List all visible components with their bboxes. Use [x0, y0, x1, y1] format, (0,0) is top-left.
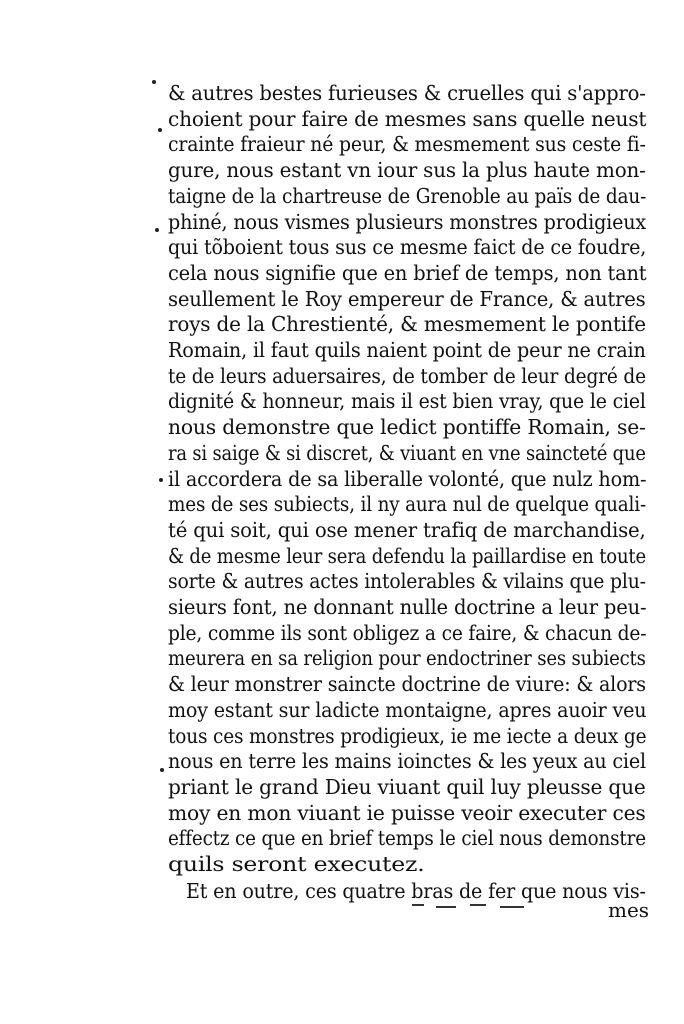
text-line: sorte & autres actes intolerables & vilains que plu- — [168, 569, 646, 594]
text-line: & leur monstrer saincte doctrine de viure: & alors — [168, 672, 646, 697]
margin-mark — [159, 478, 163, 482]
text-line: taigne de la chartreuse de Grenoble au païs de dau- — [168, 183, 647, 208]
text-line: nous en terre les mains ioinctes & les yeux au ciel — [168, 749, 646, 774]
margin-mark — [160, 768, 164, 772]
text-line: nous demonstre que ledict pontiffe Romain, se- — [168, 415, 646, 440]
text-line: Romain, il faut quils naient point de peur ne crain — [168, 338, 646, 362]
margin-mark — [158, 128, 162, 132]
text-line: te de leurs aduersaires, de tomber de leur degré de — [168, 363, 646, 388]
paragraph-first-line: Et en outre, ces quatre bras de fer que nous vis- — [186, 879, 646, 903]
text-line: té qui soit, qui ose mener trafiq de marchandise, — [168, 517, 646, 542]
text-line: qui tõboient tous sus ce mesme faict de ce foudre, — [168, 235, 647, 260]
text-line: & autres bestes furieuses & cruelles qui s'appro- — [168, 81, 646, 105]
text-line: moy en mon viuant ie puisse veoir executer ces — [168, 800, 646, 825]
text-line: il accordera de sa liberalle volonté, que nulz hom- — [168, 466, 647, 491]
text-line: moy estant sur ladicte montaigne, apres auoir veu — [168, 697, 647, 722]
text-line: dignité & honneur, mais il est bien vray, que le ciel — [168, 389, 646, 414]
text-line: crainte fraieur né peur, & mesmement sus ceste fi- — [168, 132, 646, 157]
print-bleed-mark — [412, 904, 424, 906]
text-line: priant le grand Dieu viuant quil luy pleusse que — [168, 774, 646, 799]
text-line: ra si saige & si discret, & viuant en vne saincteté que — [168, 440, 646, 465]
text-line: quils seront executez. — [168, 852, 425, 876]
print-bleed-mark — [470, 904, 486, 906]
print-bleed-mark — [436, 906, 456, 908]
text-line: gure, nous estant vn iour sus la plus haute mon- — [168, 158, 646, 183]
text-line: seullement le Roy empereur de France, & autres — [168, 286, 646, 311]
text-line: tous ces monstres prodigieux, ie me iecte a deux ge — [168, 723, 647, 748]
text-line: & de mesme leur sera defendu la paillardise en toute — [168, 543, 646, 568]
print-bleed-mark — [500, 906, 524, 908]
margin-mark — [152, 80, 156, 84]
text-line: cela nous signifie que en brief de temps, non tant — [168, 260, 647, 285]
text-line: mes de ses subiects, il ny aura nul de quelque quali- — [168, 492, 646, 517]
text-line: sieurs font, ne donnant nulle doctrine a leur peu- — [168, 595, 647, 619]
catchword: mes — [608, 898, 650, 922]
margin-mark — [155, 228, 159, 232]
text-line: phiné, nous vismes plusieurs monstres prodigieux — [168, 209, 647, 234]
text-line: choient pour faire de mesmes sans quelle neust — [168, 106, 647, 131]
text-line: ple, comme ils sont obligez a ce faire, & chacun de- — [168, 620, 647, 645]
text-line: effectz ce que en brief temps le ciel nous demonstre — [168, 826, 646, 851]
text-line: roys de la Chrestienté, & mesmement le pontife — [168, 312, 646, 337]
text-line: meurera en sa religion pour endoctriner ses subiects — [168, 646, 646, 671]
